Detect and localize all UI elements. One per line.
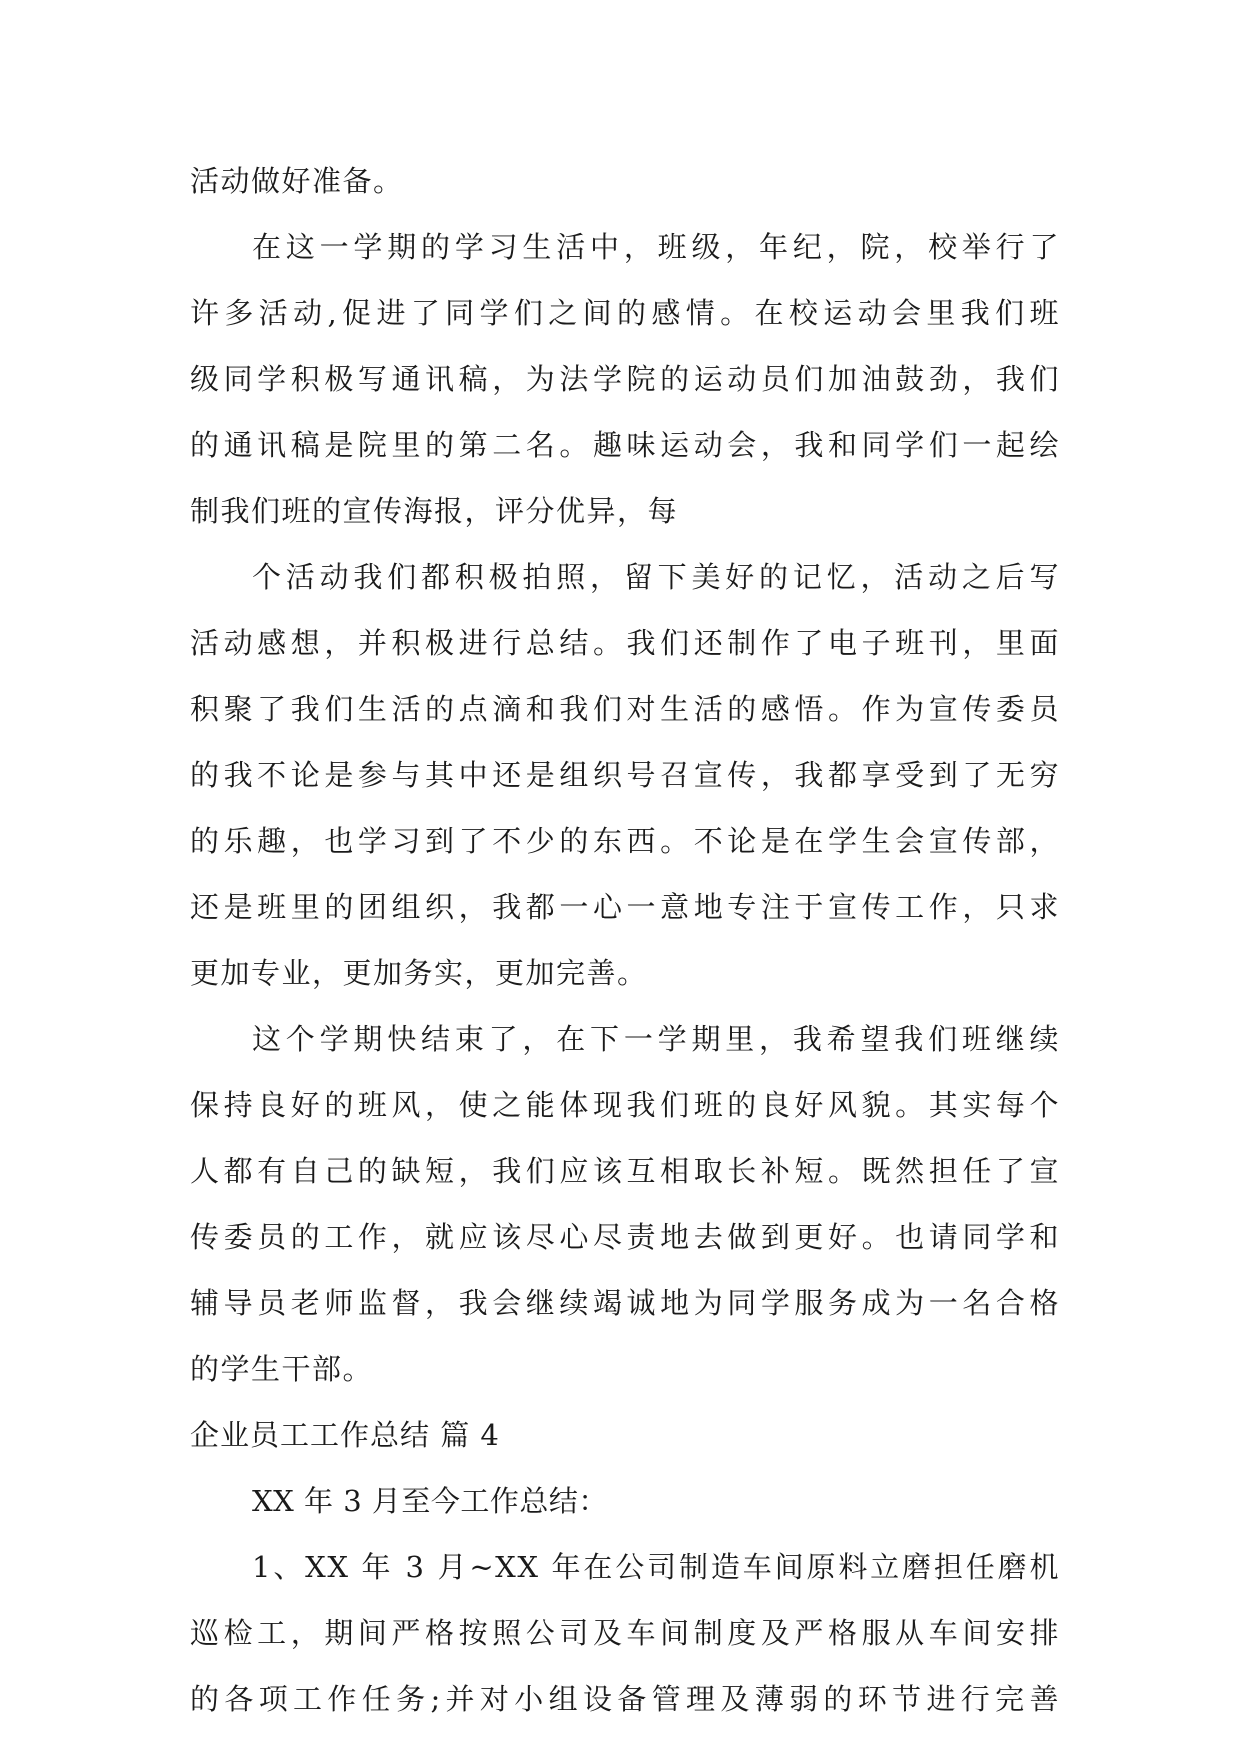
- text-line: 辅导员老师监督，我会继续竭诚地为同学服务成为一名合格: [190, 1286, 1060, 1320]
- text-line: 人都有自己的缺短，我们应该互相取长补短。既然担任了宣: [190, 1154, 1060, 1188]
- paragraph-first-line: 在这一学期的学习生活中，班级，年纪，院，校举行了: [252, 230, 1060, 264]
- paragraph-first-line: 个活动我们都积极拍照，留下美好的记忆，活动之后写: [252, 560, 1060, 594]
- text-line: 巡检工，期间严格按照公司及车间制度及严格服从车间安排: [190, 1616, 1060, 1650]
- text-line: 制我们班的宣传海报，评分优异，每: [190, 494, 679, 528]
- text-line: 级同学积极写通讯稿，为法学院的运动员们加油鼓劲，我们: [190, 362, 1060, 396]
- paragraph-first-line: 1、XX 年 3 月~XX 年在公司制造车间原料立磨担任磨机: [252, 1550, 1060, 1584]
- text-line: 更加专业，更加务实，更加完善。: [190, 956, 648, 990]
- text-line: 活动做好准备。: [190, 164, 404, 198]
- text-line: 的各项工作任务;并对小组设备管理及薄弱的环节进行完善: [190, 1682, 1060, 1716]
- paragraph-first-line: 这个学期快结束了，在下一学期里，我希望我们班继续: [252, 1022, 1060, 1056]
- text-line: 的我不论是参与其中还是组织号召宣传，我都享受到了无穷: [190, 758, 1060, 792]
- text-line: 传委员的工作，就应该尽心尽责地去做到更好。也请同学和: [190, 1220, 1060, 1254]
- section-heading: 企业员工工作总结 篇 4: [190, 1418, 500, 1452]
- text-line: 活动感想，并积极进行总结。我们还制作了电子班刊，里面: [190, 626, 1060, 660]
- text-line: 的通讯稿是院里的第二名。趣味运动会，我和同学们一起绘: [190, 428, 1060, 462]
- text-line: 还是班里的团组织，我都一心一意地专注于宣传工作，只求: [190, 890, 1060, 924]
- text-line: 的学生干部。: [190, 1352, 374, 1386]
- text-line: 积聚了我们生活的点滴和我们对生活的感悟。作为宣传委员: [190, 692, 1060, 726]
- text-line: 保持良好的班风，使之能体现我们班的良好风貌。其实每个: [190, 1088, 1060, 1122]
- paragraph-first-line: XX 年 3 月至今工作总结：: [252, 1484, 608, 1518]
- text-line: 许多活动,促进了同学们之间的感情。在校运动会里我们班: [190, 296, 1060, 330]
- document-body: [190, 158, 1060, 1742]
- text-line: 的乐趣，也学习到了不少的东西。不论是在学生会宣传部，: [190, 824, 1060, 858]
